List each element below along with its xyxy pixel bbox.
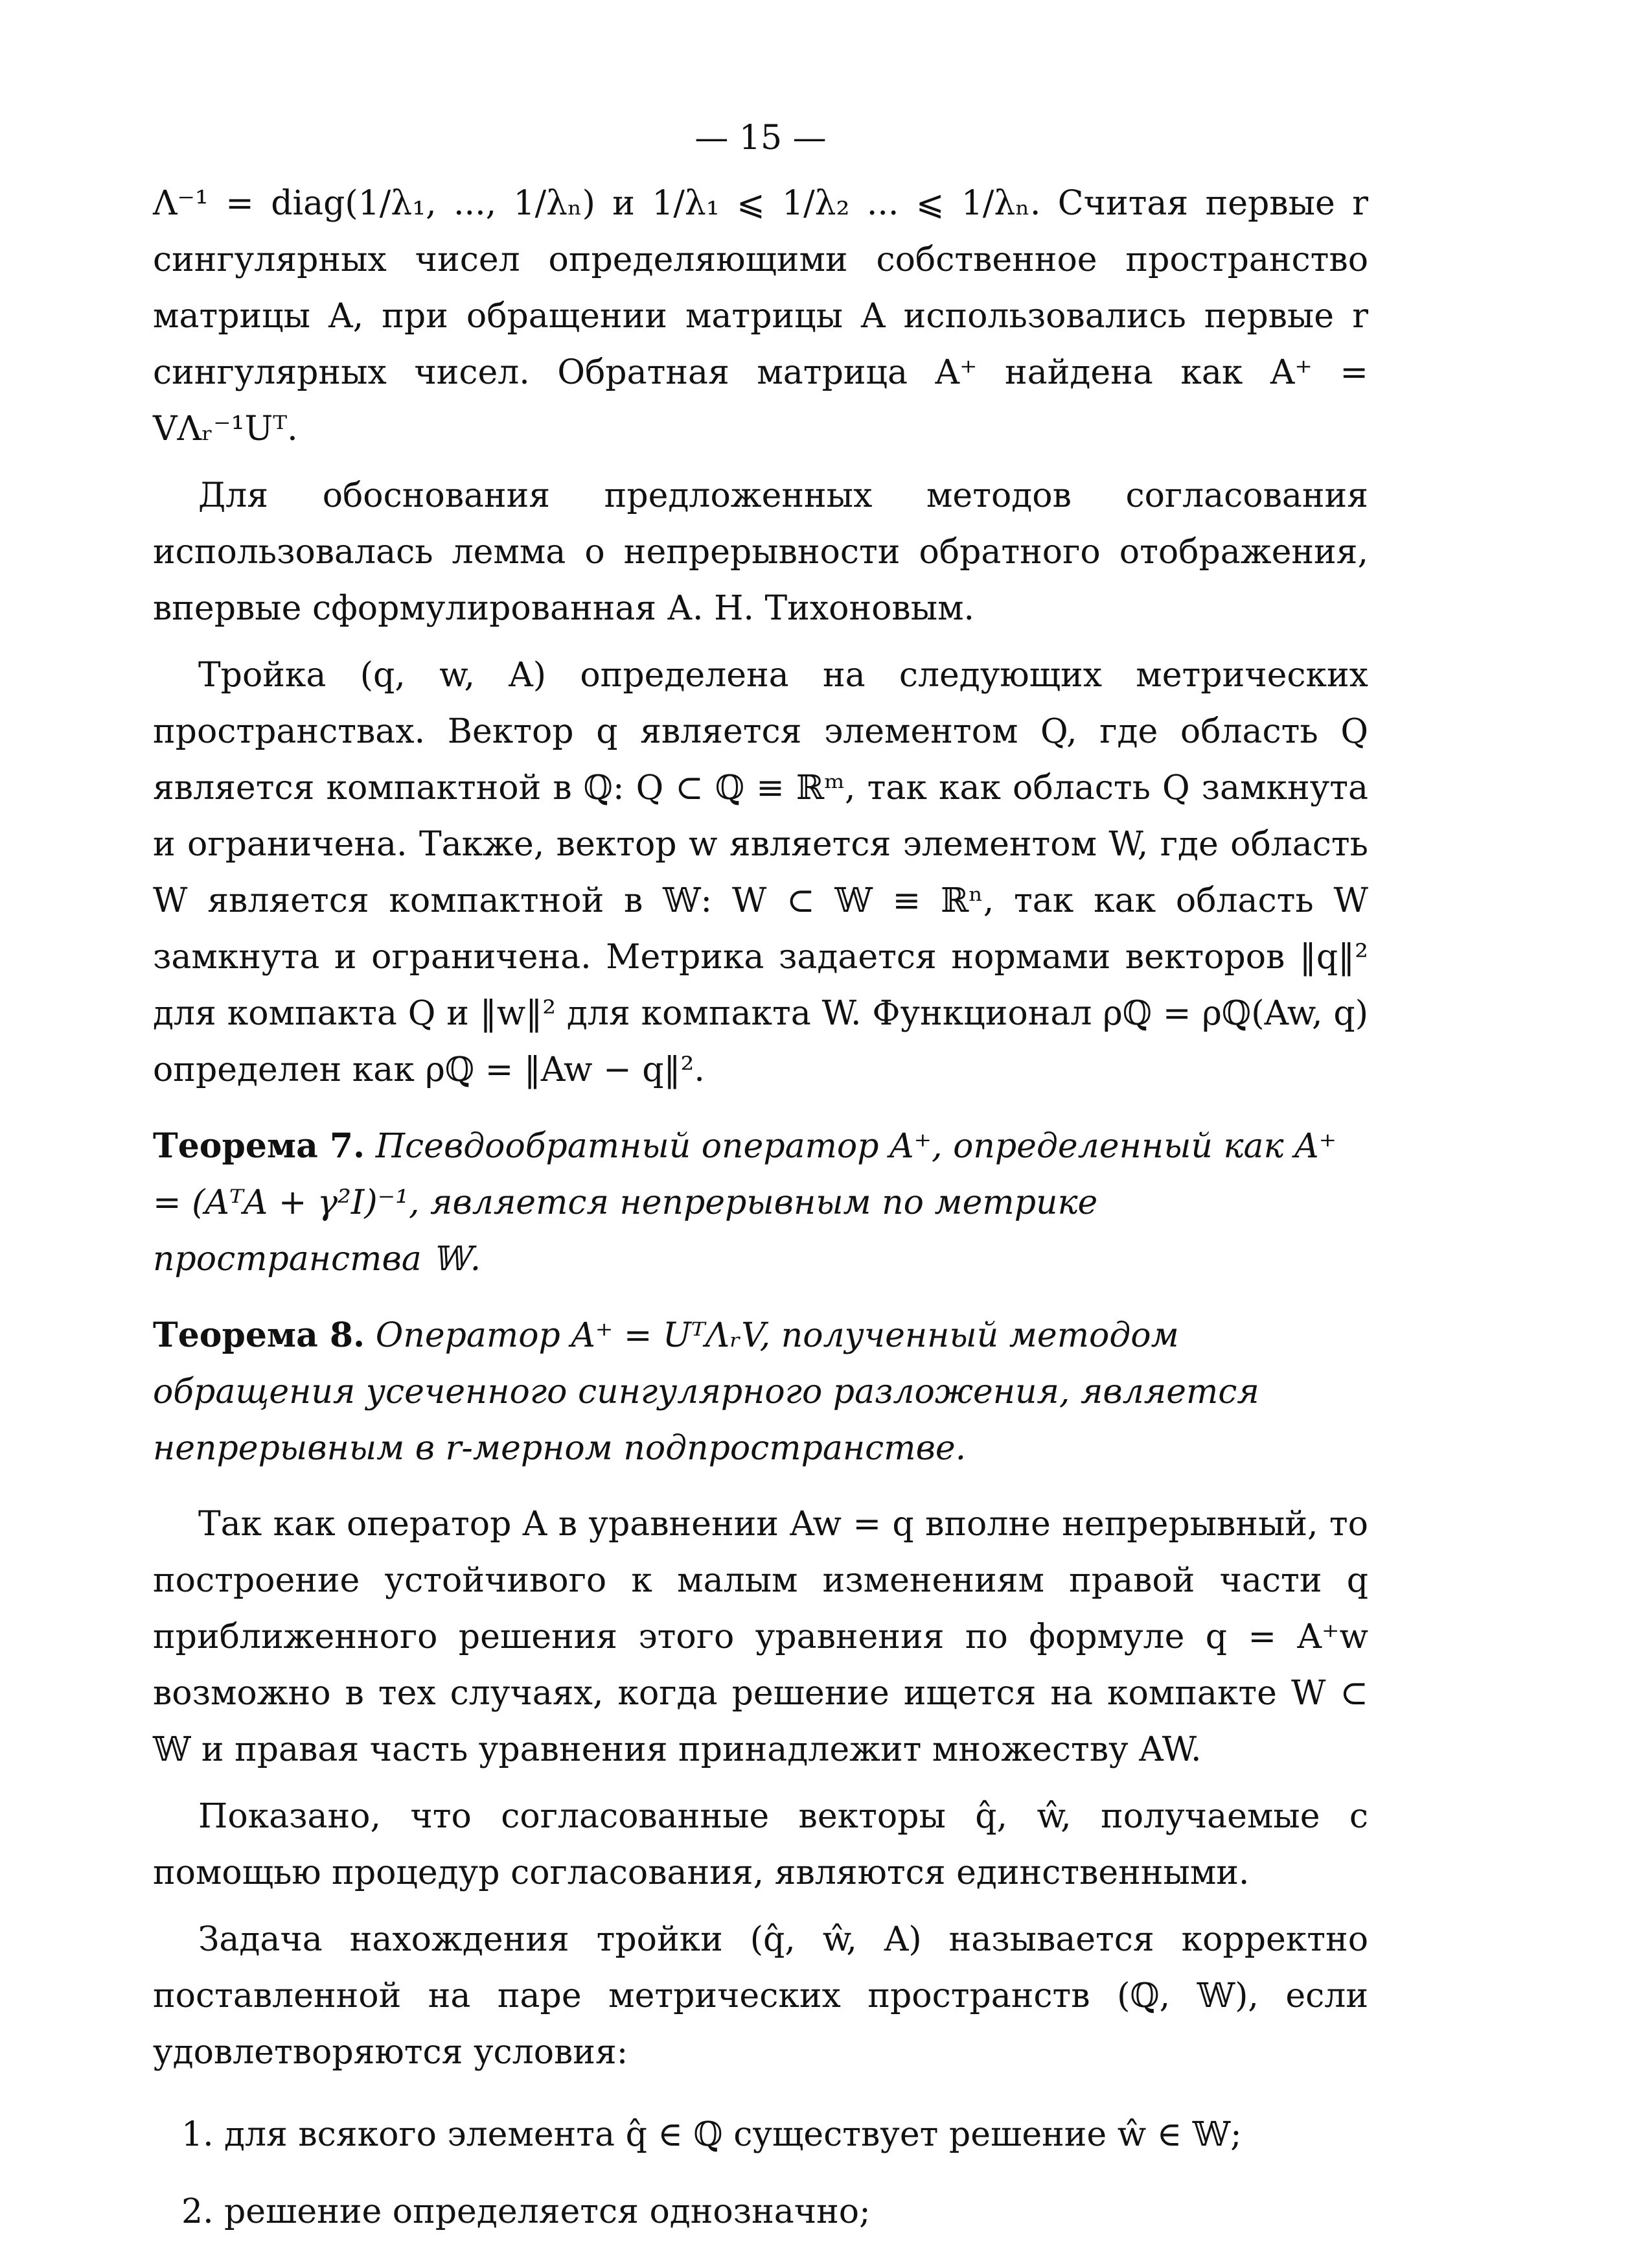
theorem-7-text: Псевдообратный оператор A⁺, определенный как A⁺ = (AᵀA + γ²I)⁻¹, является непрерывным по метрике пространства 𝕎. bbox=[153, 1127, 1337, 1279]
theorem-8-text: Оператор A⁺ = UᵀΛᵣV, полученный методом обращения усеченного сингулярного разложения, является непрерывным в r-мерном подпространстве. bbox=[153, 1316, 1259, 1468]
paragraph-well-posed: Задача нахождения тройки (q̂, ŵ, A) называется корректно поставленной на паре метрических пространств (ℚ, 𝕎), если удовлетворяются условия: bbox=[153, 1920, 1368, 2072]
condition-number: 2. bbox=[181, 2192, 214, 2231]
condition-text: решение определяется однозначно; bbox=[224, 2192, 871, 2231]
condition-number: 1. bbox=[181, 2115, 214, 2154]
page-number: — 15 — bbox=[694, 119, 827, 157]
theorem-7 bbox=[153, 1118, 1368, 1288]
theorem-8 bbox=[153, 1307, 1368, 1477]
conditions-list bbox=[153, 2107, 1368, 2240]
paragraph-metric-spaces: Тройка (q, w, A) определена на следующих метрических пространствах. Вектор q является элементом Q, где область Q является компактной в ℚ: Q ⊂ ℚ ≡ ℝᵐ, так как область Q замкнута и ограничена. Также, вектор w является элементом W, где область W является компактной в 𝕎: W ⊂ 𝕎 ≡ ℝⁿ, так как область W замкнута и ограничена. Метрика задается нормами векторов ‖q‖² для компакта Q и ‖w‖² для компакта W. Функционал ρℚ = ρℚ(Aw, q) определен как ρℚ = ‖Aw − q‖². bbox=[153, 656, 1368, 1089]
paragraph-compact-solution: Так как оператор A в уравнении Aw = q вполне непрерывный, то построение устойчивого к малым изменениям правой части q приближенного решения этого уравнения по формуле q = A⁺w возможно в тех случаях, когда решение ищется на компакте W ⊂ 𝕎 и правая часть уравнения принадлежит множеству AW. bbox=[153, 1505, 1368, 1769]
paragraph-uniqueness: Показано, что согласованные векторы q̂, ŵ, получаемые с помощью процедур согласования, являются единственными. bbox=[153, 1797, 1368, 1892]
condition-item-2 bbox=[153, 2184, 1368, 2240]
theorem-7-label: Теорема 7. bbox=[153, 1126, 365, 1166]
paragraph-tikhonov-lemma: Для обоснования предложенных методов согласования использовалась лемма о непрерывности обратного отображения, впервые сформулированная А. Н. Тихоновым. bbox=[153, 476, 1368, 628]
condition-item-1 bbox=[153, 2107, 1368, 2163]
document-page bbox=[153, 110, 1368, 2261]
theorem-8-label: Теорема 8. bbox=[153, 1316, 365, 1355]
condition-text: для всякого элемента q̂ ∈ ℚ существует решение ŵ ∈ 𝕎; bbox=[224, 2115, 1242, 2154]
paragraph-svd-inverse: Λ⁻¹ = diag(1/λ₁, ..., 1/λₙ) и 1/λ₁ ⩽ 1/λ₂ ... ⩽ 1/λₙ. Считая первые r сингулярных чисел определяющими собственное пространство матрицы A, при обращении матрицы A использовались первые r сингулярных чисел. Обратная матрица A⁺ найдена как A⁺ = VΛᵣ⁻¹Uᵀ. bbox=[153, 184, 1368, 448]
